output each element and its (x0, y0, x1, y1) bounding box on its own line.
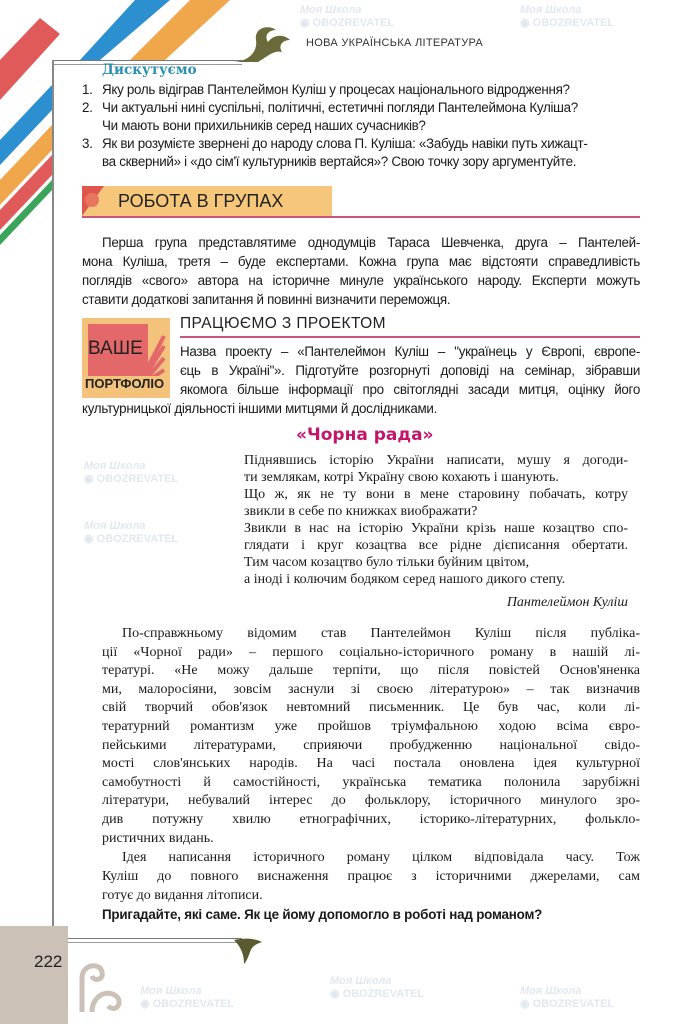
text-line: Перша група представлятиме однодумців Тараса Шевченка, друга – Пантелей- (102, 235, 640, 250)
text-line: якомога більше інформації про світоглядні засади митця, оцінку його (180, 382, 640, 397)
discuss-title: Дискутуємо (102, 62, 197, 78)
list-number: 3. (82, 136, 93, 151)
text-line: пейськими літературами, сприяючи пробудженню національної свідо- (102, 737, 640, 753)
text-line: Ідея написання історичного роману цілком відповідала часу. Тож (122, 850, 640, 865)
text-line: тературі. «Не можу дальше терпіти, що після повістей Основ'яненка (102, 663, 640, 679)
text-line: єць в Україні"». Підготуйте розгорнуті доповіді на семінар, зібравши (180, 363, 640, 378)
quote-line: Тим часом козацтво було тільки буйним цвітом, (244, 555, 530, 570)
frame-left-rule (52, 60, 54, 942)
groups-rule (82, 216, 640, 218)
watermark: Моя Школа ◉ OBOZREVATEL (84, 460, 179, 485)
quote-line: глядати і круг козацтва все рідне дієписання обертати. (244, 538, 628, 553)
text-line: готує до видання літописи. (102, 888, 263, 903)
list-item-line: Як ви розумієте звернені до народу слова П. Куліша: «Забудь навіки путь хижацт- (102, 136, 588, 151)
list-item-line: Чи актуальні нині суспільні, політичні, естетичні погляди Пантелеймона Куліша? (102, 100, 578, 115)
text-line: культурницької діяльності іншими митцями й дослідниками. (82, 401, 438, 416)
quote-title: «Чорна рада» (296, 425, 434, 445)
quote-line: Звикли в нас на історію України крізь наше козацтво спо- (244, 521, 628, 536)
text-line: мості слов'янських народів. На часі постала оновлена ідея культурної (102, 756, 640, 772)
running-title: НОВА УКРАЇНСЬКА ЛІТЕРАТУРА (306, 37, 484, 49)
quote-line: звикли в себе по книжках виображати? (244, 504, 478, 519)
watermark: Моя Школа ◉ OBOZREVATEL (520, 4, 615, 29)
text-line: літератури, небувалий інтерес до фольклору, історичного минулого зро- (102, 793, 640, 809)
quote-line: ти землякам, котрі Україну свою кохають і шанують. (244, 470, 559, 485)
list-item-line: Чи мають вони прихильників серед наших сучасників? (102, 118, 426, 133)
list-item-line: Яку роль відіграв Пантелеймон Куліш у процесах національного відродження? (102, 82, 570, 97)
groups-banner (82, 186, 332, 216)
groups-title: РОБОТА В ГРУПАХ (118, 191, 284, 211)
ornament-bottom-icon (232, 936, 272, 966)
watermark: Моя Школа ◉ OBOZREVATEL (520, 985, 615, 1010)
quote-author: Пантелеймон Куліш (506, 595, 628, 610)
ornament-top-icon (228, 22, 298, 66)
project-title: ПРАЦЮЄМО З ПРОЕКТОМ (180, 315, 386, 332)
watermark: Моя Школа ◉ OBOZREVATEL (140, 985, 235, 1010)
banner-corner-icon (82, 186, 108, 216)
quote-line: Піднявшись історію України написати, мушу я догоди- (244, 453, 628, 468)
text-line: тературний романтизм уже пройшов тріумфальною ходою всіма євро- (102, 719, 640, 734)
text-line: Назва проекту – «Пантелеймон Куліш – "українець у Європі, європе- (180, 344, 640, 359)
page-number: 222 (34, 952, 63, 971)
text-line: ми, малоросіяни, зовсім заснули зі своєю літературою» – так визначив (102, 681, 640, 697)
badge-top-text: ВАШЕ (88, 338, 143, 359)
text-line: ставити додаткові запитання й повинні визначити переможця. (82, 292, 451, 307)
frame-bottom-rule (52, 938, 242, 943)
text-line: свій творчий обов'язок невтомний письменник. Це був час, коли лі- (102, 700, 640, 716)
text-line: ції «Чорної ради» – першого соціально-історичного роману в нашій лі- (102, 644, 640, 660)
list-number: 1. (82, 82, 93, 97)
text-line: самобутності й самостійності, українська тематика полонила зарубіжні (102, 774, 640, 790)
quote-line: Що ж, як не ту вони в мене старовину побачать, котру (244, 487, 628, 502)
question-text: Пригадайте, які саме. Як це йому допомогло в роботі над романом? (102, 907, 543, 922)
text-line: поглядів «свого» автора на історичне минуле українського народу. Експерти можуть (82, 273, 640, 288)
text-line: див потужну хвилю етнографічних, історико-літературних, фолькло- (102, 812, 640, 827)
list-item-line: ва скверний» і «до сім'ї культурників вертайся»? Свою точку зору аргументуйте. (102, 154, 577, 169)
quote-line: а іноді і колючим бодяком серед нашого дикого степу. (244, 572, 566, 587)
text-line: По-справжньому відомим став Пантелеймон Куліш після публіка- (122, 626, 640, 641)
project-rule (180, 336, 640, 338)
page-corner-block (0, 926, 68, 1024)
badge-bottom-text: ПОРТФОЛІО (85, 376, 165, 391)
watermark: Моя Школа ◉ OBOZREVATEL (300, 4, 395, 29)
watermark: Моя Школа ◉ OBOZREVATEL (330, 975, 425, 1000)
text-line: Куліш до повного виснаження працює з історичними джерелами, сам (102, 869, 640, 884)
text-line: ристичних видань. (102, 830, 214, 846)
ornament-corner-icon (74, 958, 124, 1014)
portfolio-badge (82, 318, 170, 398)
text-line: мона Куліша, третя – буде експертами. Кожна група має відстояти справедливість (82, 254, 640, 269)
list-number: 2. (82, 100, 93, 115)
watermark: Моя Школа ◉ OBOZREVATEL (84, 520, 179, 545)
